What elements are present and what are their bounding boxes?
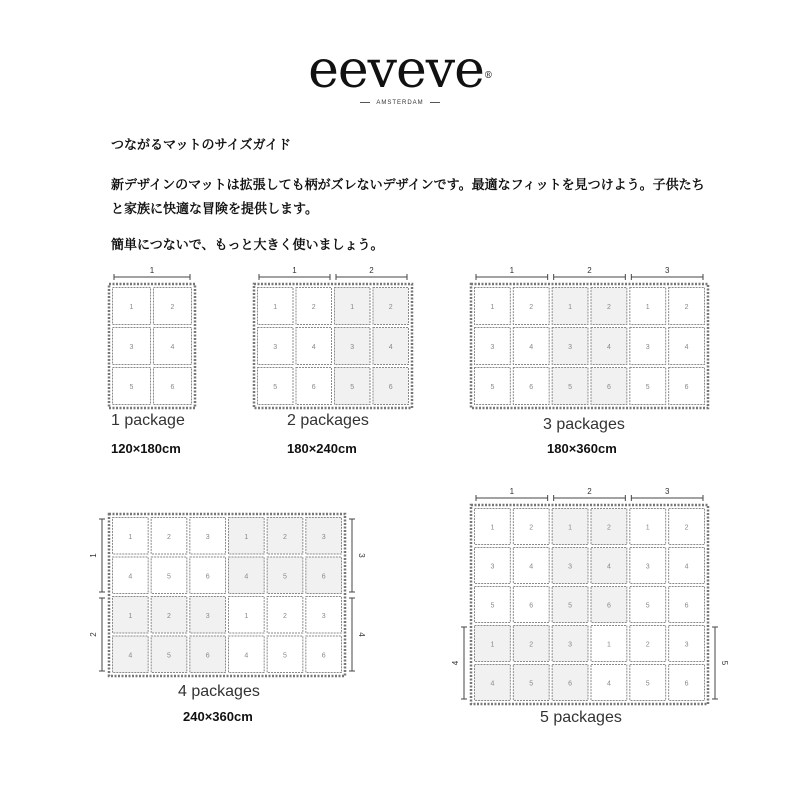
tile-number: 4 <box>684 563 689 571</box>
tile-number: 3 <box>568 563 573 571</box>
tile-number: 5 <box>283 652 287 660</box>
tile-number: 3 <box>645 563 650 571</box>
dimension-label: 3 <box>664 266 670 275</box>
tile-number: 2 <box>529 641 534 649</box>
brand-city: AMSTERDAM <box>0 100 800 106</box>
dimension-label: 4 <box>357 632 366 637</box>
tile-number: 1 <box>490 641 495 649</box>
dimension-label: 1 <box>292 266 297 275</box>
tile-number: 5 <box>490 602 495 610</box>
tile-number: 1 <box>128 533 133 541</box>
tile-number: 2 <box>606 524 611 532</box>
tile-number: 5 <box>167 652 171 660</box>
tile-number: 2 <box>167 533 171 541</box>
tile-number: 4 <box>684 344 689 351</box>
tile-number: 4 <box>606 563 611 571</box>
tile-number: 3 <box>273 344 278 351</box>
brand-name: eeveve <box>308 40 484 100</box>
package-2-size: 180×240cm <box>287 441 357 456</box>
tile-number: 3 <box>350 344 355 351</box>
tile-number: 2 <box>388 304 393 311</box>
tile-number: 6 <box>529 384 534 391</box>
tile-number: 4 <box>244 652 249 660</box>
package-4-size: 240×360cm <box>183 709 253 724</box>
tile-number: 5 <box>568 602 573 610</box>
tile-number: 1 <box>645 304 650 311</box>
tile-number: 5 <box>167 573 171 581</box>
tile-number: 2 <box>684 304 689 311</box>
tile-number: 6 <box>684 602 689 610</box>
tile-number: 2 <box>684 524 689 532</box>
dimension-label: 1 <box>149 266 155 275</box>
tile-number: 3 <box>205 533 210 541</box>
tile-number: 6 <box>205 573 210 581</box>
dimension-label: 4 <box>451 660 460 666</box>
tile-number: 5 <box>490 384 495 391</box>
tile-number: 6 <box>606 602 611 610</box>
tile-number: 2 <box>170 304 175 311</box>
tile-number: 3 <box>321 612 326 620</box>
tile-number: 6 <box>205 652 210 660</box>
tile-number: 2 <box>311 304 316 311</box>
tile-number: 1 <box>244 533 249 541</box>
tile-number: 3 <box>490 563 495 571</box>
tile-number: 5 <box>529 680 534 688</box>
tile-number: 4 <box>388 344 393 351</box>
tile-number: 6 <box>311 384 316 391</box>
tile-number: 6 <box>684 384 689 391</box>
tile-number: 4 <box>170 344 175 351</box>
dimension-label: 1 <box>89 553 98 558</box>
tile-number: 5 <box>283 573 287 581</box>
page-heading: つながるマットのサイズガイド <box>111 138 292 153</box>
tile-number: 6 <box>568 680 573 688</box>
tile-number: 6 <box>606 384 611 391</box>
tile-number: 5 <box>645 384 650 391</box>
tagline: 簡単につないで、もっと大きく使いましょう。 <box>111 238 384 253</box>
tile-number: 4 <box>490 680 495 688</box>
tile-number: 3 <box>321 533 326 541</box>
tile-number: 5 <box>273 384 278 391</box>
package-1-label: 1 package <box>111 412 185 429</box>
dimension-label: 5 <box>720 660 729 666</box>
tile-number: 1 <box>568 304 573 311</box>
tile-number: 3 <box>568 641 573 649</box>
tile-number: 6 <box>170 384 175 391</box>
tile-number: 5 <box>129 384 134 391</box>
tile-number: 2 <box>606 304 611 311</box>
registered-mark: ® <box>483 71 492 81</box>
package-3-size: 180×360cm <box>547 441 617 456</box>
tile-number: 5 <box>645 680 650 688</box>
tile-number: 1 <box>244 612 249 620</box>
tile-number: 5 <box>568 384 573 391</box>
tile-number: 1 <box>273 304 278 311</box>
tile-number: 6 <box>684 680 689 688</box>
package-1-size: 120×180cm <box>111 441 181 456</box>
tile-number: 4 <box>311 344 316 351</box>
dimension-label: 1 <box>509 487 515 496</box>
package-4-label: 4 packages <box>178 683 260 700</box>
tile-number: 1 <box>129 304 134 311</box>
dimension-label: 1 <box>509 266 515 275</box>
tile-number: 3 <box>205 612 210 620</box>
dimension-label: 2 <box>587 266 592 275</box>
tile-number: 4 <box>128 573 133 581</box>
tile-number: 6 <box>321 652 326 660</box>
tile-number: 6 <box>388 384 393 391</box>
tile-number: 6 <box>529 602 534 610</box>
tile-number: 1 <box>490 304 495 311</box>
dimension-label: 2 <box>89 632 98 637</box>
dimension-label: 3 <box>357 553 366 558</box>
dimension-label: 2 <box>369 266 374 275</box>
tile-number: 2 <box>283 612 287 620</box>
package-3-label: 3 packages <box>543 416 625 433</box>
tile-number: 1 <box>645 524 650 532</box>
tile-number: 5 <box>645 602 650 610</box>
tile-number: 4 <box>529 344 534 351</box>
tile-number: 1 <box>568 524 573 532</box>
tile-number: 3 <box>684 641 689 649</box>
tile-number: 4 <box>606 680 611 688</box>
tile-number: 1 <box>350 304 355 311</box>
tile-number: 3 <box>568 344 573 351</box>
tile-number: 2 <box>529 524 534 532</box>
tile-number: 6 <box>321 573 326 581</box>
tile-number: 3 <box>129 344 134 351</box>
package-5-label: 5 packages <box>540 709 622 726</box>
tile-number: 2 <box>283 533 287 541</box>
tile-number: 4 <box>128 652 133 660</box>
tile-number: 2 <box>529 304 534 311</box>
description-line-1: 新デザインのマットは拡張しても柄がズレないデザインです。最適なフィットを見つけよう。子供たち <box>111 178 705 193</box>
tile-number: 3 <box>490 344 495 351</box>
package-2-label: 2 packages <box>287 412 369 429</box>
description-line-2: と家族に快適な冒険を提供します。 <box>111 202 318 217</box>
dimension-label: 3 <box>664 487 670 496</box>
tile-number: 5 <box>350 384 355 391</box>
tile-number: 4 <box>606 344 611 351</box>
tile-number: 4 <box>529 563 534 571</box>
tile-number: 2 <box>167 612 171 620</box>
tile-number: 1 <box>606 641 611 649</box>
tile-number: 1 <box>128 612 133 620</box>
tile-number: 2 <box>645 641 650 649</box>
tile-number: 3 <box>645 344 650 351</box>
dimension-label: 2 <box>587 487 592 496</box>
tile-number: 4 <box>244 573 249 581</box>
tile-number: 1 <box>490 524 495 532</box>
